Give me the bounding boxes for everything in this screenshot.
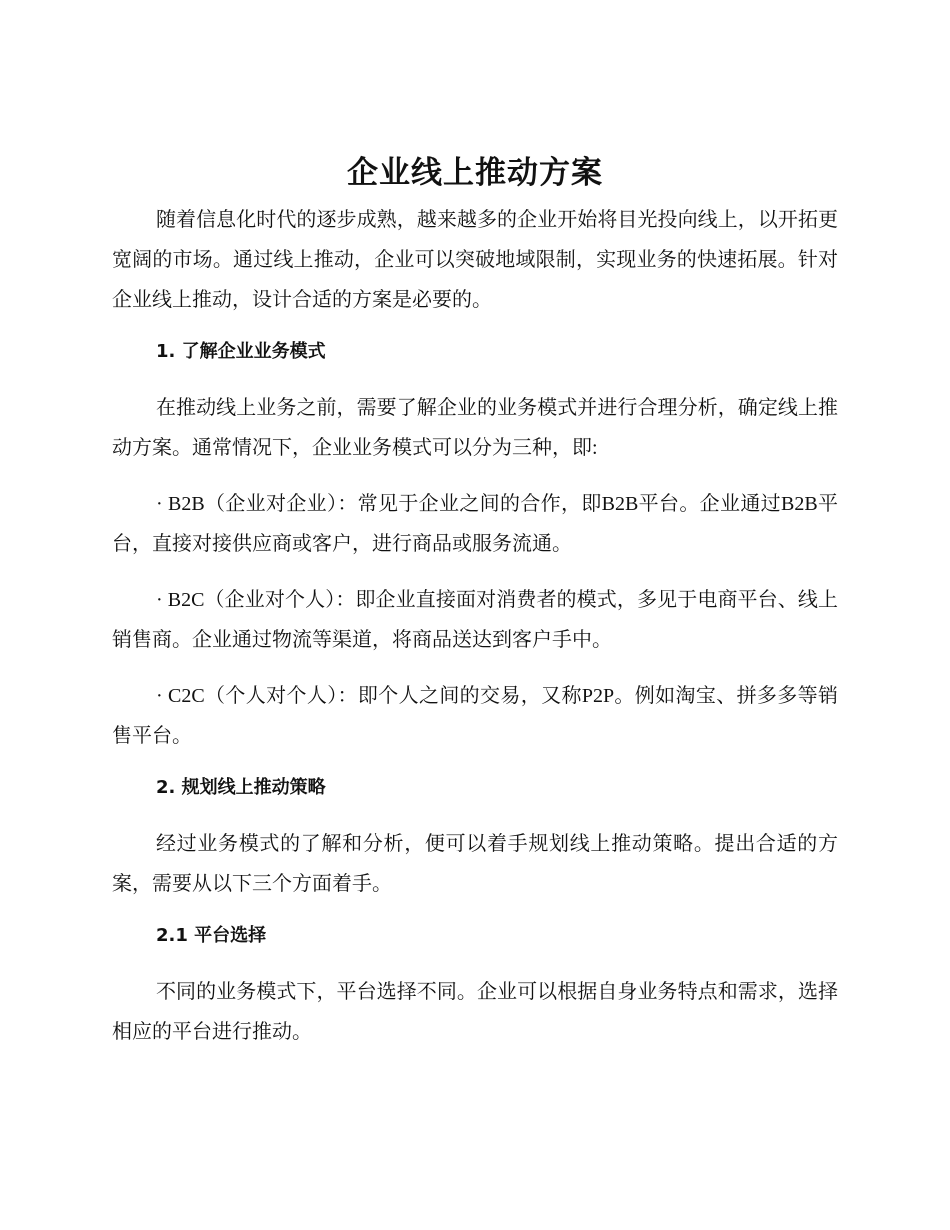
bullet-c2c: · C2C（个人对个人）：即个人之间的交易，又称P2P。例如淘宝、拼多多等销售平台。 [112,685,838,747]
section-2-heading: 2. 规划线上推动策略 [156,777,326,798]
section-1-heading: 1. 了解企业业务模式 [156,341,326,362]
bullet-b2b: · B2B（企业对企业）：常见于企业之间的合作，即B2B平台。企业通过B2B平台，直接对接供应商或客户，进行商品或服务流通。 [112,493,838,555]
section-2-1-paragraph: 不同的业务模式下，平台选择不同。企业可以根据自身业务特点和需求，选择相应的平台进行推动。 [112,981,838,1043]
document-content [112,150,838,1068]
section-2-paragraph: 经过业务模式的了解和分析，便可以着手规划线上推动策略。提出合适的方案，需要从以下三个方面着手。 [112,833,838,895]
section-1-paragraph: 在推动线上业务之前，需要了解企业的业务模式并进行合理分析，确定线上推动方案。通常情况下，企业业务模式可以分为三种，即: [112,397,838,459]
intro-paragraph: 随着信息化时代的逐步成熟，越来越多的企业开始将目光投向线上，以开拓更宽阔的市场。通过线上推动，企业可以突破地域限制，实现业务的快速拓展。针对企业线上推动，设计合适的方案是必要的。 [112,209,838,311]
section-2-1-heading: 2.1 平台选择 [156,925,267,946]
bullet-b2c: · B2C（企业对个人）：即企业直接面对消费者的模式，多见于电商平台、线上销售商。企业通过物流等渠道，将商品送达到客户手中。 [112,589,838,651]
document-title: 企业线上推动方案 [347,155,603,191]
